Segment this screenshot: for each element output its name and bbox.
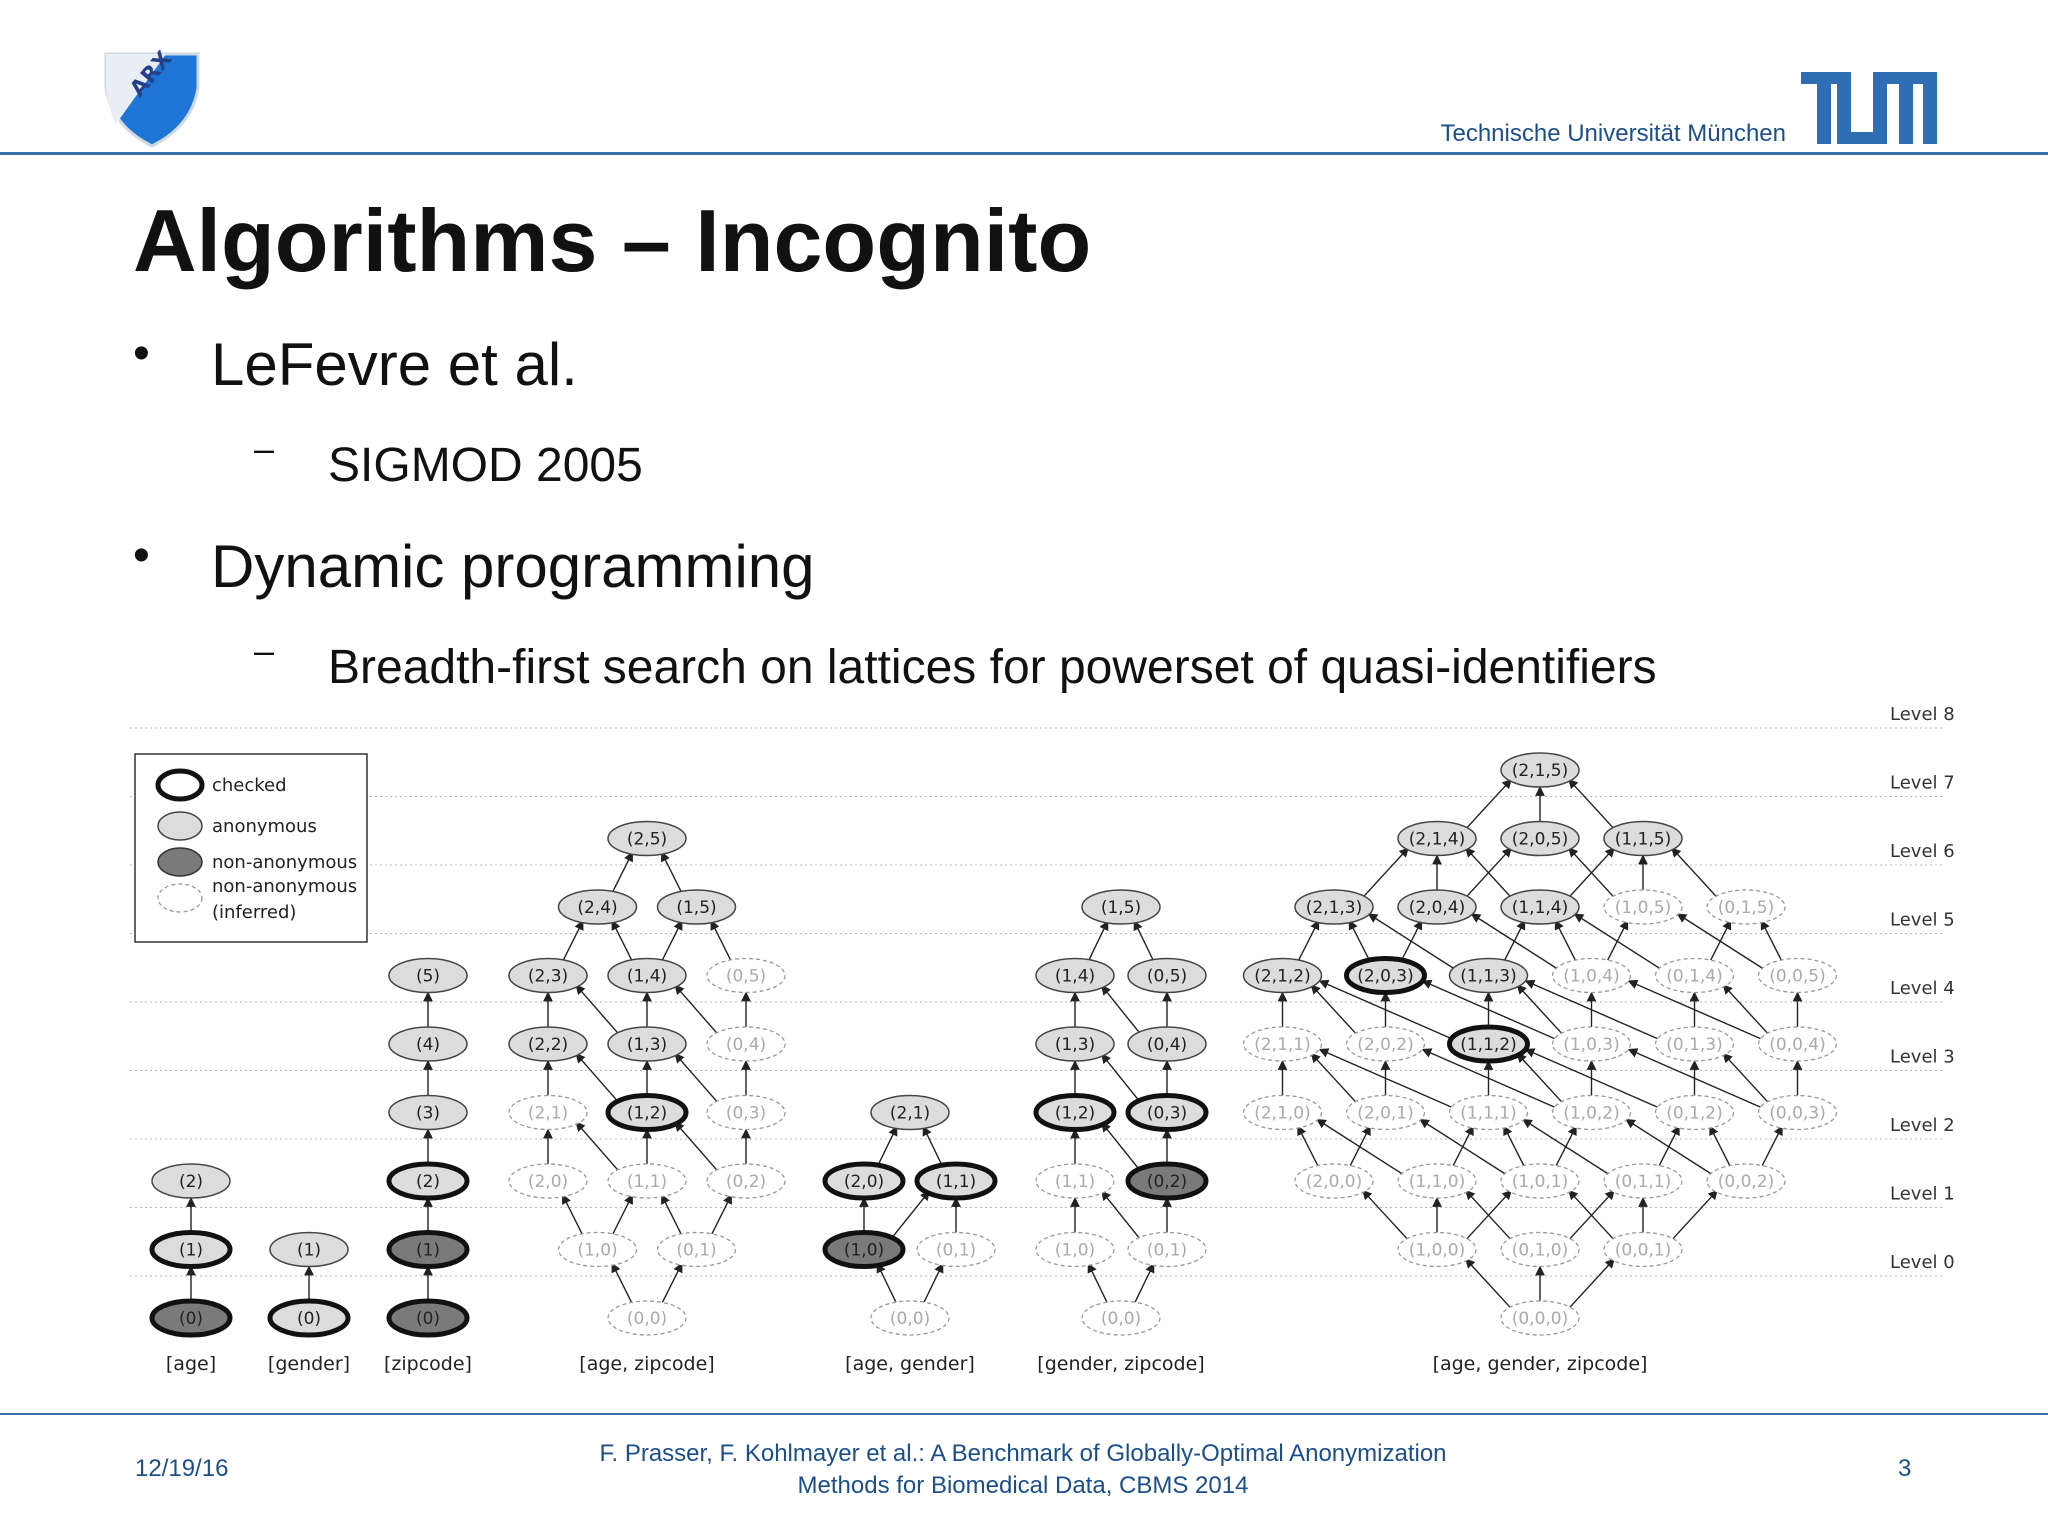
lattice-edge xyxy=(877,1264,897,1304)
lattice-node-label: (4) xyxy=(415,1035,441,1055)
lattice-node-label: (0,1,5) xyxy=(1717,898,1775,918)
level-label: Level 7 xyxy=(1890,772,1955,794)
lattice-node-label: (2) xyxy=(178,1172,204,1192)
legend-nonanon-swatch xyxy=(158,848,202,876)
arx-logo xyxy=(100,48,204,148)
header-divider xyxy=(0,152,2048,155)
lattice-edge xyxy=(576,1054,619,1103)
lattice xyxy=(268,1233,350,1376)
level-label: Level 0 xyxy=(1890,1252,1955,1273)
lattice-node-label: (2,3) xyxy=(527,966,569,987)
lattice-edge xyxy=(576,1122,619,1171)
lattice-node-label: (1,0,0) xyxy=(1408,1240,1466,1261)
lattice-node-label: (1,1) xyxy=(1054,1172,1096,1192)
lattice-node-label: (2,1,2) xyxy=(1254,966,1311,987)
lattice-edge xyxy=(675,985,718,1034)
lattice-edge xyxy=(662,1263,682,1304)
lattice-edge xyxy=(1102,1054,1141,1102)
lattice-node-label: (1,0,2) xyxy=(1563,1103,1620,1124)
lattice-node-label: (3) xyxy=(415,1103,441,1124)
lattice-node-label: (0,2) xyxy=(1146,1172,1188,1192)
lattice-node-label: (0,5) xyxy=(1146,966,1188,987)
lattice-node-label: (2,0,4) xyxy=(1408,898,1466,918)
lattice-edge xyxy=(711,1195,731,1236)
lattice-node-label: (1,0,3) xyxy=(1563,1035,1620,1055)
citation-line-1: F. Prasser, F. Kohlmayer et al.: A Benchmark of Globally-Optimal Anonymization xyxy=(599,1440,1447,1467)
lattice-node-label: (0,4) xyxy=(725,1035,767,1055)
lattice-edge xyxy=(1672,848,1718,898)
lattice-node-label: (0,1,2) xyxy=(1666,1103,1723,1124)
lattice-node-label: (0,0,3) xyxy=(1769,1103,1826,1124)
citation-line-2: Methods for Biomedical Data, CBMS 2014 xyxy=(797,1472,1249,1499)
lattice-node-label: (0,3) xyxy=(1146,1103,1188,1124)
sub-bullet-text: Breadth-first search on lattices for powerset of quasi-identifiers xyxy=(328,641,1657,694)
lattice-edge xyxy=(1569,779,1615,829)
lattice-node-label: (0,5) xyxy=(725,966,767,987)
lattice-node-label: (2,1,0) xyxy=(1254,1103,1311,1124)
tum-logo xyxy=(1801,72,1937,144)
lattice-node-label: (1,3) xyxy=(1054,1035,1096,1055)
lattice-edge xyxy=(1134,921,1154,961)
lattice-node-label: (0,0) xyxy=(626,1309,668,1329)
lattice-node-label: (2,0,5) xyxy=(1511,829,1569,850)
lattice-edge xyxy=(612,1195,632,1236)
lattice-edge xyxy=(711,921,731,962)
legend-checked-swatch xyxy=(158,771,202,799)
page-number: 3 xyxy=(1898,1455,1912,1482)
level-label: Level 6 xyxy=(1890,841,1955,862)
lattice-edge xyxy=(612,921,632,962)
bullet-text: Dynamic programming xyxy=(211,533,815,600)
lattice-edge xyxy=(1311,1053,1357,1103)
lattice-node-label: (1,2) xyxy=(1054,1103,1096,1124)
lattice-edge xyxy=(662,852,682,893)
lattice-node-label: (2,1) xyxy=(889,1103,931,1124)
lattice-node-label: (0,0,1) xyxy=(1614,1240,1672,1261)
lattice-node-label: (2,0) xyxy=(843,1172,885,1192)
legend-label: non-anonymous xyxy=(212,852,358,873)
lattice-node-label: (0,0) xyxy=(1100,1309,1142,1329)
lattice-edge xyxy=(1298,1126,1319,1167)
lattice-edge xyxy=(1466,779,1512,829)
lattice-node-label: (2,0) xyxy=(527,1172,569,1192)
lattice-node-label: (2,5) xyxy=(626,829,668,850)
lattice-node-label: (1,0,5) xyxy=(1614,898,1672,918)
lattice-node-label: (1,5) xyxy=(676,898,717,918)
lattice-node-label: (0,2) xyxy=(725,1172,767,1192)
lattice-name: [gender, zipcode] xyxy=(1037,1353,1205,1375)
lattice-edge xyxy=(576,985,619,1034)
lattice-node-label: (2,1,5) xyxy=(1511,761,1569,781)
lattice-node-label: (2,1) xyxy=(527,1103,569,1124)
lattice-edge xyxy=(1102,986,1141,1034)
lattice-node-label: (0,1,3) xyxy=(1666,1035,1723,1055)
level-label: Level 3 xyxy=(1890,1046,1955,1068)
lattice-edge xyxy=(1134,1264,1154,1304)
lattice-node-label: (2) xyxy=(415,1172,441,1192)
lattice-node-label: (2,1,4) xyxy=(1408,829,1466,850)
legend-label: (inferred) xyxy=(212,902,297,923)
lattice-edge xyxy=(1466,1259,1512,1309)
lattice-node-label: (1,5) xyxy=(1100,898,1142,918)
university-name: Technische Universität München xyxy=(1440,120,1786,147)
lattice-node-label: (2,0,1) xyxy=(1357,1103,1414,1124)
incognito-lattice-figure xyxy=(130,704,1955,1390)
lattice xyxy=(152,1164,230,1375)
lattice-edge xyxy=(1710,1126,1731,1167)
lattice-name: [gender] xyxy=(267,1353,351,1375)
lattice-node-label: (1,2) xyxy=(626,1103,668,1124)
lattice-edge xyxy=(1363,848,1409,898)
lattice-edge xyxy=(1298,921,1319,962)
lattice-edge xyxy=(1761,921,1782,962)
lattice-node-label: (0) xyxy=(178,1309,204,1329)
lattice-edge xyxy=(1102,1123,1141,1171)
bullet-text: LeFevre et al. xyxy=(211,331,578,398)
level-label: Level 1 xyxy=(1890,1183,1955,1205)
level-label: Level 4 xyxy=(1890,978,1955,999)
lattice-node-label: (1,0,4) xyxy=(1563,966,1620,987)
lattice-edge xyxy=(1723,985,1769,1035)
lattice-edge xyxy=(563,1195,583,1236)
lattice-node-label: (0,1,4) xyxy=(1666,966,1723,987)
lattice-node-label: (1,0) xyxy=(577,1240,618,1261)
lattice-name: [age, gender] xyxy=(845,1353,975,1375)
lattice-edge xyxy=(1088,1264,1108,1304)
lattice-edge xyxy=(891,1191,930,1239)
lattice-node-label: (1,1,2) xyxy=(1460,1035,1517,1055)
lattice-node-label: (1) xyxy=(178,1240,204,1261)
lattice-edge xyxy=(1088,921,1108,961)
lattice-edge xyxy=(1723,1053,1769,1103)
legend-label: non-anonymous xyxy=(212,876,358,897)
lattice-node-label: (2,2) xyxy=(527,1035,569,1055)
lattice-node-label: (0,0,4) xyxy=(1769,1035,1826,1055)
lattice-node-label: (2,1,1) xyxy=(1254,1035,1311,1055)
lattice xyxy=(384,959,472,1376)
lattice-node-label: (1,4) xyxy=(1054,966,1096,987)
legend-label: anonymous xyxy=(212,816,317,837)
lattice-node-label: (0,1,1) xyxy=(1614,1172,1672,1192)
footer-date: 12/19/16 xyxy=(135,1455,229,1482)
lattice-name: [age, zipcode] xyxy=(579,1353,715,1375)
lattice-node-label: (2,0,0) xyxy=(1305,1172,1363,1192)
lattice xyxy=(1036,890,1206,1375)
lattice-edge xyxy=(563,921,583,962)
lattice-edge xyxy=(877,1127,897,1167)
lattice-name: [zipcode] xyxy=(384,1353,472,1375)
legend-label: checked xyxy=(212,775,287,796)
lattice-edge xyxy=(675,1122,718,1171)
lattice-node-label: (5) xyxy=(415,966,441,987)
lattice-edge xyxy=(923,1127,943,1167)
lattice-node-label: (0,1,0) xyxy=(1511,1240,1569,1261)
lattice-node-label: (0,4) xyxy=(1146,1035,1188,1055)
sub-bullet-dash: – xyxy=(254,428,275,469)
lattice-node-label: (0,0) xyxy=(889,1309,931,1329)
sub-bullet-dash: – xyxy=(254,630,275,671)
lattice-node-label: (0) xyxy=(415,1309,441,1329)
svg-text:ARX: ARX xyxy=(125,46,178,102)
lattice-node-label: (0,0,0) xyxy=(1511,1309,1569,1329)
lattice-node-label: (0,3) xyxy=(725,1103,767,1124)
lattice-node-label: (2,0,3) xyxy=(1357,966,1414,987)
sub-bullet-text: SIGMOD 2005 xyxy=(328,439,643,492)
level-label: Level 8 xyxy=(1890,704,1955,725)
lattice-node-label: (2,4) xyxy=(577,898,618,918)
lattice-edge xyxy=(1311,985,1357,1035)
lattice-node-label: (2,1,3) xyxy=(1305,898,1363,918)
lattice-node-label: (0,1) xyxy=(1146,1240,1188,1261)
lattice-node-label: (1,0) xyxy=(1054,1240,1096,1261)
lattice-edge xyxy=(1363,1190,1409,1240)
lattice-node-label: (1,1) xyxy=(935,1172,977,1192)
lattice xyxy=(1244,753,1837,1375)
lattice-node-label: (1,1,3) xyxy=(1460,966,1517,987)
footer-citation xyxy=(520,1438,1526,1502)
level-label: Level 2 xyxy=(1890,1115,1955,1136)
bullet-dot: • xyxy=(133,529,150,582)
lattice-edge xyxy=(612,852,632,893)
lattice-name: [age] xyxy=(165,1353,217,1375)
lattice xyxy=(825,1096,995,1376)
lattice-edge xyxy=(1761,1126,1782,1167)
lattice-edge xyxy=(1517,985,1563,1035)
lattice-node-label: (0,0,5) xyxy=(1769,966,1826,987)
lattice-edge xyxy=(662,1195,682,1236)
lattice-node-label: (1,1,1) xyxy=(1460,1103,1517,1124)
lattice-edge xyxy=(1504,1126,1525,1167)
lattice-node-label: (1,0,1) xyxy=(1511,1172,1569,1192)
lattice-node-label: (2,0,2) xyxy=(1357,1035,1414,1055)
lattice-node-label: (1,0) xyxy=(843,1240,885,1261)
lattice-edge xyxy=(1569,1259,1615,1309)
legend-anon-swatch xyxy=(158,812,202,840)
lattice-edge xyxy=(1102,1191,1141,1239)
lattice-edge xyxy=(675,1054,718,1103)
lattice-edge xyxy=(662,921,682,962)
lattice-edge xyxy=(1517,1053,1563,1103)
level-label: Level 5 xyxy=(1890,909,1955,931)
lattice-edge xyxy=(1672,1190,1718,1240)
lattice-node-label: (0,1) xyxy=(676,1240,717,1261)
lattice-node-label: (1) xyxy=(415,1240,441,1261)
slide-title: Algorithms – Incognito xyxy=(133,191,1092,290)
footer-divider xyxy=(0,1413,2048,1415)
lattice-node-label: (1,1,0) xyxy=(1408,1172,1466,1192)
lattice-node-label: (1,1) xyxy=(626,1172,668,1192)
lattice-node-label: (1,4) xyxy=(626,966,668,987)
lattice-node-label: (1,1,5) xyxy=(1614,829,1672,850)
lattice-edge xyxy=(923,1264,943,1304)
lattice-node-label: (0) xyxy=(296,1309,322,1329)
lattice-edge xyxy=(1555,921,1576,962)
bullet-dot: • xyxy=(133,327,150,380)
legend-inferred-swatch xyxy=(158,884,202,912)
lattice-node-label: (0,0,2) xyxy=(1717,1172,1775,1192)
lattice-node-label: (1,3) xyxy=(626,1035,668,1055)
lattice xyxy=(509,822,785,1376)
lattice-edge xyxy=(612,1263,632,1304)
lattice-node-label: (0,1) xyxy=(935,1240,977,1261)
lattice-edge xyxy=(1349,921,1370,962)
legend xyxy=(135,754,367,942)
lattice-node-label: (1) xyxy=(296,1240,322,1261)
lattice-name: [age, gender, zipcode] xyxy=(1432,1353,1648,1375)
lattice-node-label: (1,1,4) xyxy=(1511,898,1569,918)
